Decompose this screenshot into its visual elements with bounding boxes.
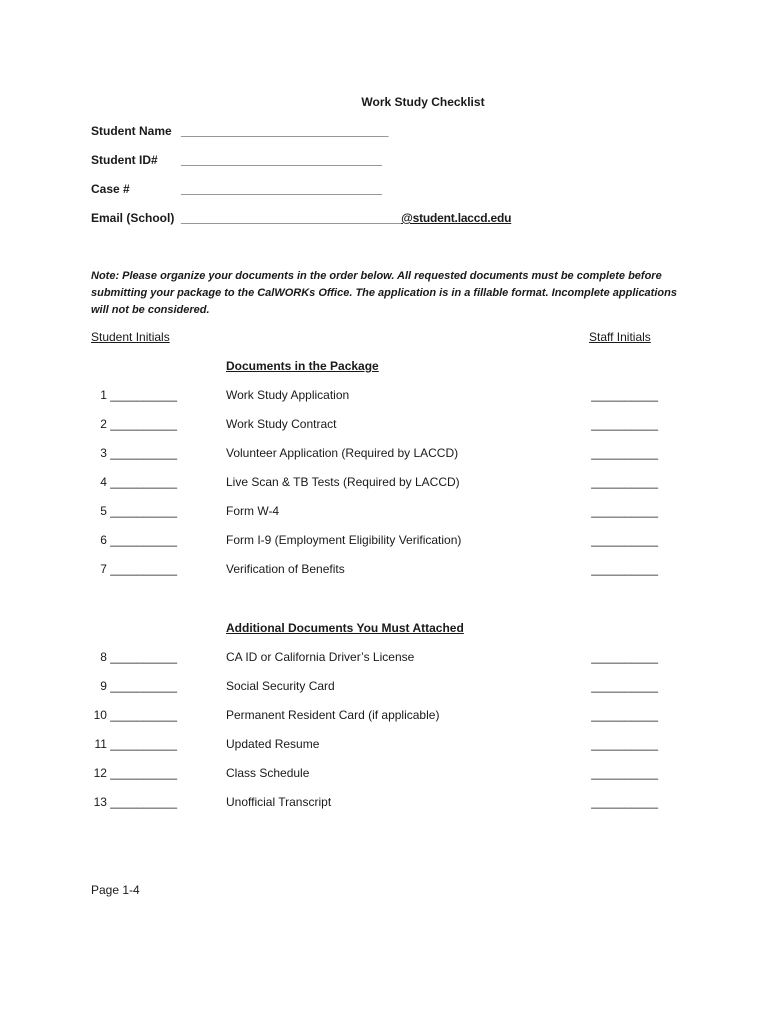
staff-initial-field[interactable]: __________ — [591, 446, 658, 460]
student-initial-field[interactable]: 7 __________ — [100, 562, 177, 576]
document-label: Form W-4 — [226, 504, 280, 518]
document-label: Form I-9 (Employment Eligibility Verification) — [226, 533, 462, 547]
student-initials-header: Student Initials — [91, 330, 170, 344]
student-initial-field[interactable]: 1 __________ — [100, 388, 177, 402]
student-initial-field[interactable]: 12 __________ — [93, 766, 177, 780]
document-label: Work Study Application — [226, 388, 350, 402]
staff-initial-field[interactable]: __________ — [591, 650, 658, 664]
page-title: Work Study Checklist — [361, 95, 485, 109]
student-initial-field[interactable]: 10 __________ — [93, 708, 177, 722]
staff-initial-field[interactable]: __________ — [591, 562, 658, 576]
student-initial-field[interactable]: 6 __________ — [100, 533, 177, 547]
email-field[interactable] — [181, 211, 511, 225]
student-id-field[interactable]: _______________________________ — [181, 153, 382, 167]
section-documents-in-package: Documents in the Package — [226, 359, 379, 373]
document-label: Verification of Benefits — [226, 562, 345, 576]
student-id-label: Student ID# — [91, 153, 158, 167]
student-initial-field[interactable]: 3 __________ — [100, 446, 177, 460]
document-label: Social Security Card — [226, 679, 335, 693]
student-name-label: Student Name — [91, 124, 172, 138]
staff-initial-field[interactable]: __________ — [591, 504, 658, 518]
student-name-field[interactable]: ________________________________ — [181, 124, 389, 138]
document-label: Unofficial Transcript — [226, 795, 332, 809]
instructions-note: Note: Please organize your documents in the order below. All requested documents must be complete before submitting your package to the CalWORKs Office. The application is in a fillable format. Incomplete applications will not be considered. — [91, 270, 677, 316]
staff-initial-field[interactable]: __________ — [591, 417, 658, 431]
staff-initial-field[interactable]: __________ — [591, 533, 658, 547]
email-label: Email (School) — [91, 211, 175, 225]
student-initial-field[interactable]: 11 __________ — [94, 737, 177, 751]
student-initial-field[interactable]: 8 __________ — [100, 650, 177, 664]
student-initial-field[interactable]: 5 __________ — [100, 504, 177, 518]
student-initial-field[interactable]: 2 __________ — [100, 417, 177, 431]
staff-initial-field[interactable]: __________ — [591, 737, 658, 751]
staff-initial-field[interactable]: __________ — [591, 388, 658, 402]
student-initial-field[interactable]: 13 __________ — [93, 795, 177, 809]
case-number-label: Case # — [91, 182, 130, 196]
page-number: Page 1-4 — [91, 883, 140, 897]
staff-initial-field[interactable]: __________ — [591, 475, 658, 489]
document-label: Updated Resume — [226, 737, 320, 751]
staff-initials-header: Staff Initials — [589, 330, 651, 344]
staff-initial-field[interactable]: __________ — [591, 795, 658, 809]
staff-initial-field[interactable]: __________ — [591, 679, 658, 693]
document-label: Volunteer Application (Required by LACCD) — [226, 446, 459, 460]
student-initial-field[interactable]: 9 __________ — [100, 679, 177, 693]
section-additional-documents: Additional Documents You Must Attached — [226, 621, 464, 635]
document-label: Live Scan & TB Tests (Required by LACCD) — [226, 475, 460, 489]
email-line: __________________________________ — [181, 211, 402, 225]
email-domain: @student.laccd.edu — [401, 211, 512, 225]
document-label: Class Schedule — [226, 766, 310, 780]
case-number-field[interactable]: _______________________________ — [181, 182, 382, 196]
staff-initial-field[interactable]: __________ — [591, 708, 658, 722]
document-label: CA ID or California Driver’s License — [226, 650, 415, 664]
student-initial-field[interactable]: 4 __________ — [100, 475, 177, 489]
staff-initial-field[interactable]: __________ — [591, 766, 658, 780]
document-label: Permanent Resident Card (if applicable) — [226, 708, 440, 722]
document-label: Work Study Contract — [226, 417, 337, 431]
